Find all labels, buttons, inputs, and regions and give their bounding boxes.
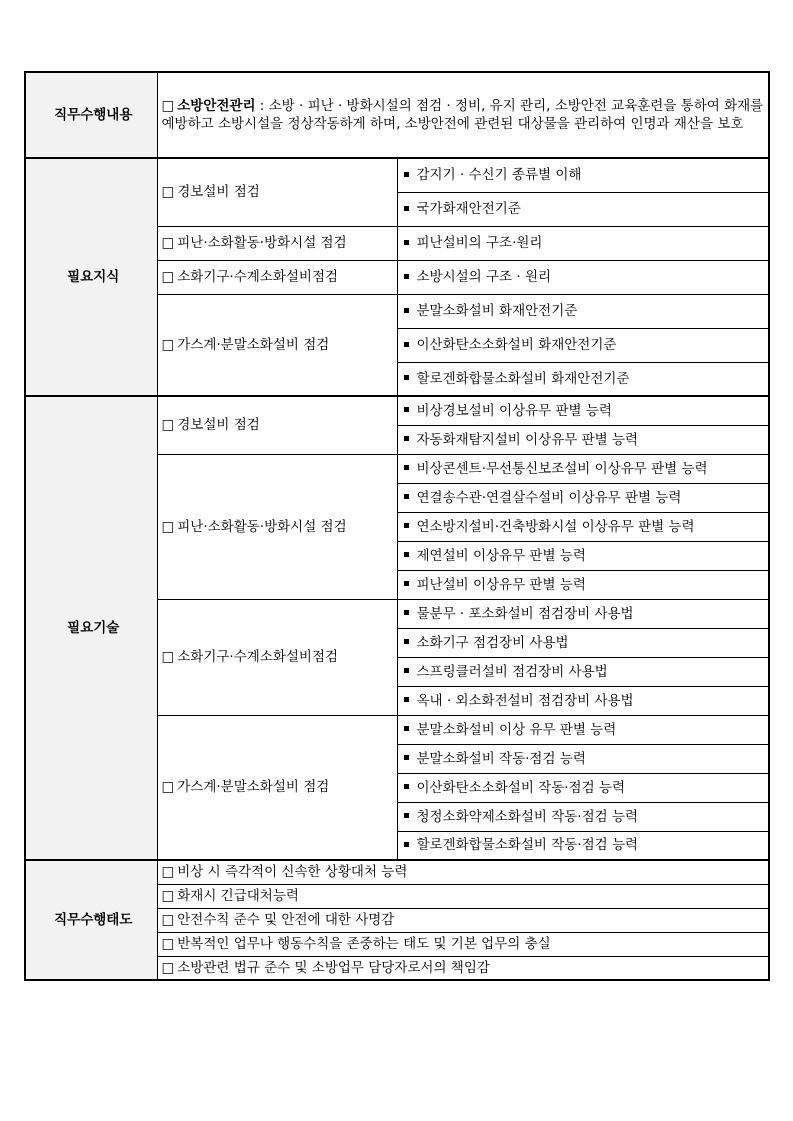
item-cell: [397, 570, 769, 599]
item-label: 분말소화설비 화재안전기준: [416, 303, 578, 319]
checkbox-icon: □: [161, 269, 175, 285]
item-label: 피난설비의 구조·원리: [416, 235, 543, 251]
duty-row: [25, 72, 769, 158]
category-cell: [157, 454, 397, 599]
bullet-icon: [404, 610, 409, 615]
item-label: 이산화탄소소화설비 화재안전기준: [416, 337, 617, 353]
category-cell: [157, 260, 397, 294]
item-cell: [397, 226, 769, 260]
checkbox-icon: □: [161, 235, 175, 251]
knowledge-header: 필요지식: [25, 158, 157, 396]
bullet-icon: [404, 274, 409, 279]
item-label: 비상경보설비 이상유무 판별 능력: [416, 402, 612, 419]
duty-title: 소방안전관리: [177, 98, 256, 114]
category-label: 피난·소화활동·방화시설 점검: [177, 518, 347, 535]
attitude-cell: [157, 908, 769, 932]
item-label: 청정소화약제소화설비 작동·점검 능력: [416, 808, 639, 825]
bullet-icon: [404, 308, 409, 313]
attitude-item: 반복적인 업무나 행동수칙을 존중하는 태도 및 기본 업무의 충실: [177, 936, 551, 952]
item-cell: [397, 362, 769, 396]
category-cell: [157, 158, 397, 226]
bullet-icon: [404, 842, 409, 847]
attitude-item: 화재시 긴급대처능력: [177, 888, 299, 904]
attitude-header: 직무수행태도: [25, 860, 157, 980]
skills-row: [25, 396, 769, 425]
attitude-item: 안전수칙 준수 및 안전에 대한 사명감: [177, 912, 395, 928]
item-cell: [397, 599, 769, 628]
item-label: 자동화재탐지설비 이상유무 판별 능력: [416, 431, 639, 448]
job-spec-table: [24, 71, 770, 981]
item-label: 비상콘센트·무선통신보조설비 이상유무 판별 능력: [416, 460, 708, 477]
checkbox-icon: □: [161, 98, 175, 114]
item-label: 할로겐화합물소화설비 작동·점검 능력: [416, 837, 639, 854]
bullet-icon: [404, 697, 409, 702]
item-label: 연결송수관·연결살수설비 이상유무 판별 능력: [416, 489, 682, 506]
checkbox-icon: □: [161, 864, 175, 881]
bullet-icon: [404, 465, 409, 470]
item-label: 소방시설의 구조 · 원리: [416, 269, 552, 285]
item-cell: [397, 425, 769, 454]
item-label: 피난설비 이상유무 판별 능력: [416, 576, 586, 593]
category-cell: [157, 226, 397, 260]
attitude-cell: [157, 956, 769, 980]
item-cell: [397, 260, 769, 294]
item-cell: [397, 686, 769, 715]
item-cell: [397, 454, 769, 483]
category-label: 가스계·분말소화설비 점검: [177, 336, 330, 353]
bullet-icon: [404, 726, 409, 731]
category-label: 소화기구·수계소화설비점검: [177, 649, 339, 665]
bullet-icon: [404, 523, 409, 528]
item-label: 국가화재안전기준: [416, 201, 521, 217]
item-label: 할로겐화합물소화설비 화재안전기준: [416, 370, 630, 387]
item-label: 스프링클러설비 점검장비 사용법: [416, 663, 608, 680]
item-cell: [397, 773, 769, 802]
item-cell: [397, 294, 769, 328]
skills-header: 필요기술: [25, 396, 157, 860]
category-cell: [157, 294, 397, 396]
bullet-icon: [404, 206, 409, 211]
checkbox-icon: □: [161, 959, 175, 976]
category-label: 가스계·분말소화설비 점검: [177, 779, 330, 796]
item-label: 이산화탄소소화설비 작동·점검 능력: [416, 779, 625, 796]
item-cell: [397, 831, 769, 860]
checkbox-icon: □: [161, 184, 175, 201]
category-cell: [157, 599, 397, 715]
category-label: 소화기구·수계소화설비점검: [177, 269, 339, 285]
duty-content: [157, 72, 769, 158]
item-label: 물분무 · 포소화설비 점검장비 사용법: [416, 605, 634, 622]
item-label: 제연설비 이상유무 판별 능력: [416, 547, 586, 564]
bullet-icon: [404, 375, 409, 380]
item-cell: [397, 628, 769, 657]
item-cell: [397, 541, 769, 570]
item-label: 감지기 · 수신기 종류별 이해: [416, 167, 582, 184]
attitude-cell: [157, 932, 769, 956]
attitude-item: 비상 시 즉각적이 신속한 상황대처 능력: [177, 864, 408, 881]
bullet-icon: [404, 494, 409, 499]
bullet-icon: [404, 436, 409, 441]
item-cell: [397, 802, 769, 831]
item-cell: [397, 328, 769, 362]
bullet-icon: [404, 813, 409, 818]
attitude-item: 소방관련 법규 준수 및 소방업무 담당자로서의 책임감: [177, 959, 490, 976]
checkbox-icon: □: [161, 888, 175, 904]
bullet-icon: [404, 784, 409, 789]
bullet-icon: [404, 407, 409, 412]
category-cell: [157, 396, 397, 454]
item-label: 연소방지설비·건축방화시설 이상유무 판별 능력: [416, 518, 695, 535]
item-cell: [397, 715, 769, 744]
bullet-icon: [404, 552, 409, 557]
checkbox-icon: □: [161, 417, 175, 434]
item-label: 분말소화설비 이상 유무 판별 능력: [416, 721, 617, 738]
checkbox-icon: □: [161, 779, 175, 796]
bullet-icon: [404, 240, 409, 245]
checkbox-icon: □: [161, 336, 175, 353]
bullet-icon: [404, 668, 409, 673]
duty-text: : 소방 · 피난 · 방화시설의 점검 · 정비, 유지 관리, 소방안전 교육훈련을 통하여 화재를 예방하고 소방시설을 정상작동하게 하며, 소방안전에 관련된 대상물을 관리하여 인명과 재산을 보호: [161, 98, 764, 132]
item-cell: [397, 192, 769, 226]
category-label: 경보설비 점검: [177, 184, 260, 201]
bullet-icon: [404, 639, 409, 644]
duty-header: 직무수행내용: [25, 72, 157, 158]
bullet-icon: [404, 581, 409, 586]
category-label: 피난·소화활동·방화시설 점검: [177, 235, 347, 251]
item-cell: [397, 512, 769, 541]
bullet-icon: [404, 172, 409, 177]
checkbox-icon: □: [161, 912, 175, 928]
category-label: 경보설비 점검: [177, 417, 260, 434]
checkbox-icon: □: [161, 936, 175, 952]
checkbox-icon: □: [161, 518, 175, 535]
item-label: 옥내 · 외소화전설비 점검장비 사용법: [416, 692, 634, 709]
bullet-icon: [404, 755, 409, 760]
item-cell: [397, 657, 769, 686]
item-cell: [397, 158, 769, 192]
attitude-cell: [157, 860, 769, 884]
knowledge-row: [25, 158, 769, 192]
item-label: 소화기구 점검장비 사용법: [416, 634, 569, 651]
checkbox-icon: □: [161, 649, 175, 665]
bullet-icon: [404, 342, 409, 347]
attitude-row: [25, 860, 769, 884]
item-label: 분말소화설비 작동·점검 능력: [416, 750, 586, 767]
attitude-cell: [157, 884, 769, 908]
item-cell: [397, 483, 769, 512]
item-cell: [397, 744, 769, 773]
item-cell: [397, 396, 769, 425]
category-cell: [157, 715, 397, 860]
